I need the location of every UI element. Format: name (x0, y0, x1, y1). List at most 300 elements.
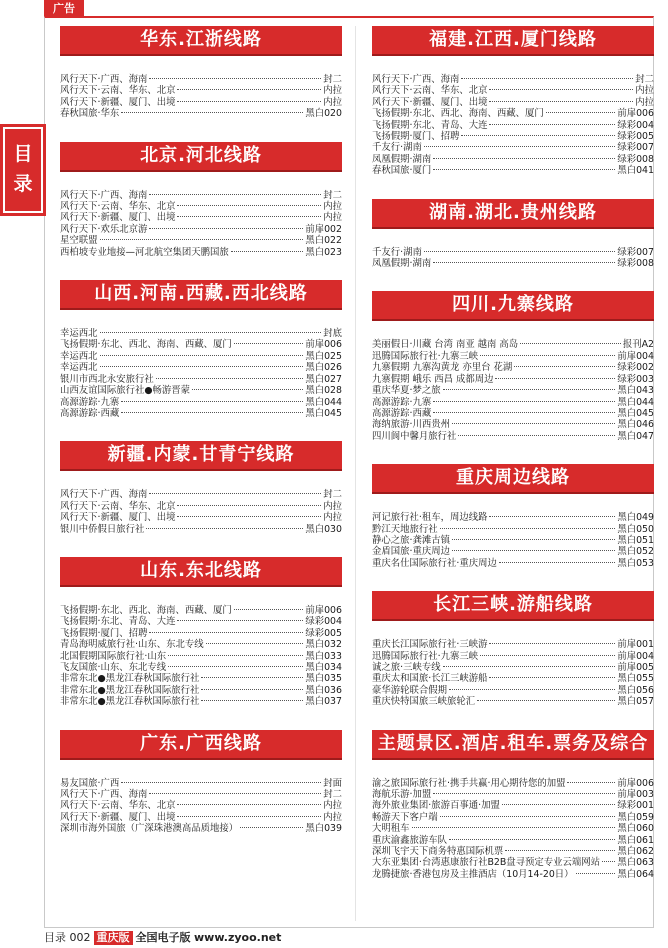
dot-leader (100, 239, 304, 240)
side-tab-char-2: 录 (13, 173, 33, 195)
toc-entry[interactable] (60, 190, 342, 201)
route-section (372, 464, 654, 569)
entry-name: 迅腾国际旅行社·九寨三峡 (372, 350, 479, 362)
toc-side-tab (0, 124, 46, 216)
dot-leader (149, 493, 321, 494)
entry-name: 千友行·湖南 (372, 142, 422, 154)
dot-leader (100, 332, 322, 333)
entry-page: 黑白045 (617, 407, 654, 419)
entry-name: 非常东北●黑龙江春秋国际旅行社 (60, 696, 200, 708)
entry-list (372, 639, 654, 707)
dot-leader (168, 666, 303, 667)
dot-leader (206, 643, 304, 644)
dot-leader (443, 666, 616, 667)
toc-entry[interactable] (372, 142, 654, 153)
entry-page: 内拉 (323, 500, 342, 512)
entry-name: 黔江天地旅行社 (372, 523, 438, 535)
entry-name: 迅腾国际旅行社·九寨三峡 (372, 650, 479, 662)
entry-name: 风行天下·广西、海南 (372, 74, 460, 85)
toc-entry[interactable] (60, 628, 342, 639)
entry-page: 黑白034 (305, 661, 342, 673)
entry-page: 前扉004 (617, 350, 654, 362)
toc-entry[interactable] (60, 339, 342, 350)
toc-entry[interactable] (372, 431, 654, 442)
entry-page: 黑白061 (617, 834, 654, 846)
dot-leader (177, 804, 321, 805)
entry-page: 黑白060 (617, 823, 654, 835)
toc-entry[interactable] (60, 524, 342, 535)
toc-entry[interactable] (372, 154, 654, 165)
toc-entry[interactable] (60, 512, 342, 523)
route-section (60, 730, 342, 835)
entry-page: 前扉006 (305, 339, 342, 351)
dot-leader (489, 677, 615, 678)
entry-page: 绿彩004 (617, 119, 654, 131)
dot-leader (452, 550, 615, 551)
entry-name: 风行天下·欢乐北京游 (60, 223, 148, 235)
entry-page: 封二 (323, 74, 342, 85)
section-title: 新疆.内蒙.甘青宁线路 (60, 441, 342, 469)
dot-leader (231, 251, 304, 252)
toc-entry[interactable] (372, 419, 654, 430)
entry-name: 重庆名仕国际旅行社·重庆周边 (372, 557, 497, 569)
dot-leader (458, 435, 615, 436)
route-section (60, 441, 342, 535)
entry-page: 绿彩005 (305, 627, 342, 639)
ad-label: 广告 (44, 0, 84, 18)
toc-entry[interactable] (60, 224, 342, 235)
dot-leader (201, 677, 303, 678)
entry-page: 内拉 (323, 201, 342, 213)
entry-page: 黑白053 (617, 557, 654, 569)
dot-leader (121, 412, 303, 413)
entry-page: 前扉006 (305, 604, 342, 616)
entry-name: 春秋国旅·厦门 (372, 165, 432, 177)
entry-page: 黑白055 (617, 673, 654, 685)
toc-entry[interactable] (60, 812, 342, 823)
dot-leader (505, 850, 615, 851)
route-section (60, 26, 342, 120)
entry-name: 幸运西北 (60, 328, 98, 340)
route-section (372, 291, 654, 442)
dot-leader (424, 146, 615, 147)
entry-name: 高源游踪·西藏 (372, 407, 432, 419)
entry-name: 豪华游轮联合假期 (372, 684, 448, 696)
route-section (60, 557, 342, 708)
toc-entry[interactable] (60, 397, 342, 408)
entry-page: 黑白044 (305, 396, 342, 408)
toc-entry[interactable] (60, 351, 342, 362)
dot-leader (452, 539, 615, 540)
entry-name: 飞友国旅·山东、东北专线 (60, 661, 167, 673)
entry-name: 银川中侨假日旅行社 (60, 523, 145, 535)
entry-name: 非常东北●黑龙江春秋国际旅行社 (60, 684, 200, 696)
entry-name: 重庆渝鑫旅游车队 (372, 834, 448, 846)
toc-entry[interactable] (372, 512, 654, 523)
dot-leader (177, 505, 321, 506)
dot-leader (234, 609, 304, 610)
route-section (60, 280, 342, 419)
toc-entry[interactable] (372, 857, 654, 868)
entry-page: 黑白062 (617, 846, 654, 858)
dot-leader (156, 378, 304, 379)
entry-page: 黑白022 (305, 235, 342, 247)
dot-leader (177, 216, 321, 217)
entry-name: 风行天下·云南、华东、北京 (372, 85, 488, 97)
dot-leader (177, 101, 321, 102)
entry-page: 封二 (323, 189, 342, 201)
footer-url[interactable]: www.zyoo.net (194, 931, 282, 944)
column-divider (355, 26, 356, 921)
section-title: 北京.河北线路 (60, 142, 342, 170)
entry-name: 风行天下·新疆、厦门、出境 (372, 96, 488, 108)
entry-name: 风行天下·广西、海南 (60, 489, 148, 501)
entry-name: 九寨假期 九寨沟黄龙 亦里台 花湖 (372, 362, 513, 374)
toc-entry[interactable] (372, 869, 654, 880)
dot-leader (449, 689, 615, 690)
entry-page: 黑白047 (617, 430, 654, 442)
toc-entry[interactable] (60, 696, 342, 707)
entry-name: 重庆长江国际旅行社·三峡游 (372, 639, 488, 651)
entry-name: 四川阆中馨月旅行社 (372, 430, 457, 442)
toc-entry[interactable] (372, 800, 654, 811)
toc-entry[interactable] (372, 397, 654, 408)
entry-page: 内拉 (323, 800, 342, 812)
toc-entry[interactable] (372, 374, 654, 385)
entry-name: 银川市西北永安旅行社 (60, 373, 154, 385)
dot-leader (440, 528, 616, 529)
toc-entry[interactable] (60, 489, 342, 500)
entry-name: 飞扬假期·东北、西北、海南、西藏、厦门 (60, 604, 232, 616)
toc-entry[interactable] (372, 558, 654, 569)
dot-leader (480, 355, 615, 356)
dot-leader (168, 655, 303, 656)
entry-page: 绿彩002 (617, 362, 654, 374)
toc-entry[interactable] (60, 247, 342, 258)
entry-page: 封底 (323, 328, 342, 340)
section-title: 长江三峡.游船线路 (372, 591, 654, 619)
dot-leader (234, 343, 304, 344)
dot-leader (520, 343, 621, 344)
toc-entry[interactable] (372, 85, 654, 96)
dot-leader (502, 804, 616, 805)
toc-entry[interactable] (60, 789, 342, 800)
entry-name: 风行天下·新疆、厦门、出境 (60, 96, 176, 108)
entry-name: 风行天下·云南、华东、北京 (60, 201, 176, 213)
entry-list (60, 489, 342, 535)
toc-entry[interactable] (372, 339, 654, 350)
entry-page: 黑白027 (305, 373, 342, 385)
entry-page: 内拉 (323, 811, 342, 823)
toc-entry[interactable] (60, 408, 342, 419)
entry-page: 绿彩007 (617, 246, 654, 258)
entry-page: 报刊A2 (622, 339, 654, 351)
dot-leader (201, 700, 303, 701)
toc-entry[interactable] (372, 165, 654, 176)
toc-entry[interactable] (372, 846, 654, 857)
entry-name: 海纳旅游·川西贵州 (372, 419, 450, 431)
entry-page: 黑白046 (617, 419, 654, 431)
entry-name: 凤凰假期·湖南 (372, 258, 432, 270)
toc-entry[interactable] (372, 258, 654, 269)
entry-name: 非常东北●黑龙江春秋国际旅行社 (60, 673, 200, 685)
dot-leader (177, 89, 321, 90)
toc-entry[interactable] (372, 408, 654, 419)
toc-entry[interactable] (60, 501, 342, 512)
entry-name: 风行天下·云南、华东、北京 (60, 800, 176, 812)
dot-leader (177, 620, 303, 621)
toc-entry[interactable] (60, 212, 342, 223)
footer-page-number: 目录 002 (44, 931, 91, 944)
toc-entry[interactable] (372, 351, 654, 362)
entry-page: 前扉003 (617, 789, 654, 800)
toc-entry[interactable] (372, 535, 654, 546)
entry-name: 北国假期国际旅行社·山东 (60, 650, 167, 662)
entry-page: 前扉006 (617, 777, 654, 789)
dot-leader (433, 401, 615, 402)
toc-entry[interactable] (372, 131, 654, 142)
entry-name: 畅游天下客户端 (372, 811, 438, 823)
entry-page: 内拉 (635, 85, 654, 97)
dot-leader (433, 262, 615, 263)
entry-page: 内拉 (323, 212, 342, 224)
dot-leader (461, 78, 633, 79)
toc-entry[interactable] (372, 120, 654, 131)
entry-list (372, 512, 654, 569)
dot-leader (433, 412, 615, 413)
dot-leader (440, 816, 616, 817)
entry-page: 黑白025 (305, 350, 342, 362)
entry-page: 内拉 (323, 85, 342, 97)
toc-entry[interactable] (60, 639, 342, 650)
entry-list (60, 605, 342, 708)
entry-page: 内拉 (323, 512, 342, 524)
entry-name: 九寨假期 峨乐 西昌 成都周边 (372, 373, 494, 385)
entry-name: 凤凰假期·湖南 (372, 153, 432, 165)
toc-entry[interactable] (372, 673, 654, 684)
dot-leader (443, 389, 616, 390)
dot-leader (177, 816, 321, 817)
entry-name: 海外旅业集团·旅游百事通·加盟 (372, 800, 500, 812)
dot-leader (489, 101, 633, 102)
toc-entry[interactable] (60, 385, 342, 396)
entry-page: 绿彩004 (305, 616, 342, 628)
entry-page: 黑白059 (617, 811, 654, 823)
toc-entry[interactable] (60, 616, 342, 627)
entry-name: 山西友谊国际旅行社●畅游晋蒙 (60, 385, 191, 397)
toc-entry[interactable] (372, 778, 654, 789)
entry-name: 河记旅行社·租车，周边线路 (372, 512, 488, 524)
toc-entry[interactable] (372, 651, 654, 662)
entry-name: 风行天下·广西、海南 (60, 189, 148, 201)
dot-leader (121, 401, 303, 402)
dot-leader (452, 423, 615, 424)
section-title: 华东.江浙线路 (60, 26, 342, 54)
entry-name: 幸运西北 (60, 350, 98, 362)
entry-page: 内拉 (323, 96, 342, 108)
entry-name: 飞扬假期·东北、西北、海南、西藏、厦门 (372, 108, 544, 120)
entry-name: 金盾国旅·重庆周边 (372, 546, 450, 558)
section-title: 重庆周边线路 (372, 464, 654, 492)
entry-page: 绿彩001 (617, 800, 654, 812)
entry-page: 黑白039 (305, 823, 342, 835)
toc-entry[interactable] (372, 546, 654, 557)
entry-page: 前扉001 (617, 639, 654, 651)
entry-name: 重庆快特国旅三峡旅轮汇 (372, 696, 476, 708)
entry-page: 封二 (323, 489, 342, 501)
entry-page: 绿彩008 (617, 258, 654, 270)
section-title: 山东.东北线路 (60, 557, 342, 585)
entry-page: 前扉004 (617, 650, 654, 662)
section-title: 四川.九寨线路 (372, 291, 654, 319)
section-title: 湖南.湖北.贵州线路 (372, 199, 654, 227)
entry-name: 深圳飞宇天下商务特惠国际机票 (372, 846, 504, 858)
entry-page: 绿彩005 (617, 131, 654, 143)
entry-list (60, 778, 342, 835)
dot-leader (149, 194, 321, 195)
toc-entry[interactable] (60, 74, 342, 85)
entry-name: 重庆华夏·梦之旅 (372, 385, 441, 397)
entry-page: 黑白044 (617, 396, 654, 408)
entry-page: 黑白064 (617, 868, 654, 880)
entry-page: 黑白063 (617, 857, 654, 869)
route-section (60, 142, 342, 258)
entry-page: 黑白050 (617, 523, 654, 535)
entry-name: 西柏坡专业地接—河北航空集团天鹏国旅 (60, 246, 229, 258)
route-section (372, 591, 654, 707)
toc-entry[interactable] (372, 789, 654, 800)
entry-page: 黑白045 (305, 407, 342, 419)
toc-entry[interactable] (372, 662, 654, 673)
entry-name: 渝之旅国际旅行社·携手共赢·用心期待您的加盟 (372, 777, 566, 789)
entry-name: 风行天下·新疆、厦门、出境 (60, 212, 176, 224)
dot-leader (576, 873, 616, 874)
entry-page: 绿彩007 (617, 142, 654, 154)
toc-entry[interactable] (372, 835, 654, 846)
dot-leader (192, 389, 303, 390)
dot-leader (514, 366, 615, 367)
entry-name: 大东亚集团·台湾惠康旅行社B2B盘寻预定专业云端网站 (372, 857, 601, 869)
toc-entry[interactable] (60, 328, 342, 339)
entry-page: 绿彩003 (617, 373, 654, 385)
dot-leader (433, 793, 615, 794)
toc-entry[interactable] (372, 108, 654, 119)
toc-entry[interactable] (372, 823, 654, 834)
toc-entry[interactable] (60, 374, 342, 385)
entry-name: 千友行·湖南 (372, 246, 422, 258)
entry-list (60, 74, 342, 120)
entry-page: 黑白041 (617, 165, 654, 177)
dot-leader (489, 89, 633, 90)
left-column (60, 26, 342, 857)
dot-leader (449, 839, 615, 840)
entry-name: 深圳市海外国旅（广深珠港澳高品质地接） (60, 823, 239, 835)
toc-entry[interactable] (60, 685, 342, 696)
toc-entry[interactable] (60, 823, 342, 834)
entry-name: 风行天下·广西、海南 (60, 789, 148, 800)
toc-entry[interactable] (372, 639, 654, 650)
entry-list (372, 778, 654, 881)
page-footer (44, 931, 281, 945)
dot-leader (495, 378, 615, 379)
edition-badge: 重庆版 (94, 931, 133, 945)
entry-page: 封二 (323, 789, 342, 800)
toc-entry[interactable] (60, 778, 342, 789)
dot-leader (177, 205, 321, 206)
entry-name: 风行天下·云南、华东、北京 (60, 85, 176, 97)
toc-entry[interactable] (60, 605, 342, 616)
entry-name: 飞扬假期·东北、西北、海南、西藏、厦门 (60, 339, 232, 351)
toc-entry[interactable] (372, 247, 654, 258)
entry-name: 高源游踪·九寨 (372, 396, 432, 408)
entry-list (60, 190, 342, 258)
entry-page: 前扉002 (305, 223, 342, 235)
entry-page: 黑白030 (305, 523, 342, 535)
right-column (372, 26, 654, 902)
route-section (372, 199, 654, 270)
entry-name: 风行天下·新疆、厦门、出境 (60, 512, 176, 524)
side-tab-char-1: 目 (13, 143, 33, 165)
toc-entry[interactable] (372, 812, 654, 823)
toc-entry[interactable] (60, 235, 342, 246)
section-title: 山西.河南.西藏.西北线路 (60, 280, 342, 308)
route-section (372, 26, 654, 177)
entry-name: 高源游踪·九寨 (60, 396, 120, 408)
entry-list (372, 247, 654, 270)
entry-page: 黑白033 (305, 650, 342, 662)
toc-entry[interactable] (60, 201, 342, 212)
entry-page: 前扉005 (617, 661, 654, 673)
entry-name: 风行天下·云南、华东、北京 (60, 500, 176, 512)
toc-entry[interactable] (60, 362, 342, 373)
toc-entry[interactable] (372, 385, 654, 396)
entry-page: 黑白043 (617, 385, 654, 397)
entry-page: 黑白052 (617, 546, 654, 558)
toc-entry[interactable] (60, 108, 342, 119)
toc-entry[interactable] (372, 685, 654, 696)
dot-leader (567, 782, 615, 783)
entry-page: 黑白026 (305, 362, 342, 374)
dot-leader (121, 782, 321, 783)
dot-leader (477, 700, 615, 701)
dot-leader (121, 112, 303, 113)
dot-leader (149, 228, 303, 229)
entry-name: 美丽假日·川藏 台湾 南亚 越南 高岛 (372, 339, 519, 351)
toc-entry[interactable] (372, 696, 654, 707)
entry-name: 重庆太和国旅·长江三峡游船 (372, 673, 488, 685)
entry-page: 黑白051 (617, 534, 654, 546)
entry-page: 黑白049 (617, 512, 654, 524)
toc-entry[interactable] (372, 524, 654, 535)
toc-entry[interactable] (60, 97, 342, 108)
toc-entry[interactable] (372, 74, 654, 85)
entry-page: 封面 (323, 777, 342, 789)
footer-edition: 全国电子版 (135, 931, 191, 944)
entry-name: 幸运西北 (60, 362, 98, 374)
toc-entry[interactable] (372, 362, 654, 373)
toc-entry[interactable] (60, 673, 342, 684)
toc-entry[interactable] (60, 85, 342, 96)
toc-entry[interactable] (60, 651, 342, 662)
section-title: 主题景区.酒店.租车.票务及综合 (372, 730, 654, 758)
toc-entry[interactable] (60, 800, 342, 811)
toc-entry[interactable] (60, 662, 342, 673)
entry-name: 春秋国旅·华东 (60, 108, 120, 120)
entry-name: 静心之旅·龚滩古镇 (372, 534, 450, 546)
entry-page: 黑白057 (617, 696, 654, 708)
toc-entry[interactable] (372, 97, 654, 108)
dot-leader (149, 793, 321, 794)
